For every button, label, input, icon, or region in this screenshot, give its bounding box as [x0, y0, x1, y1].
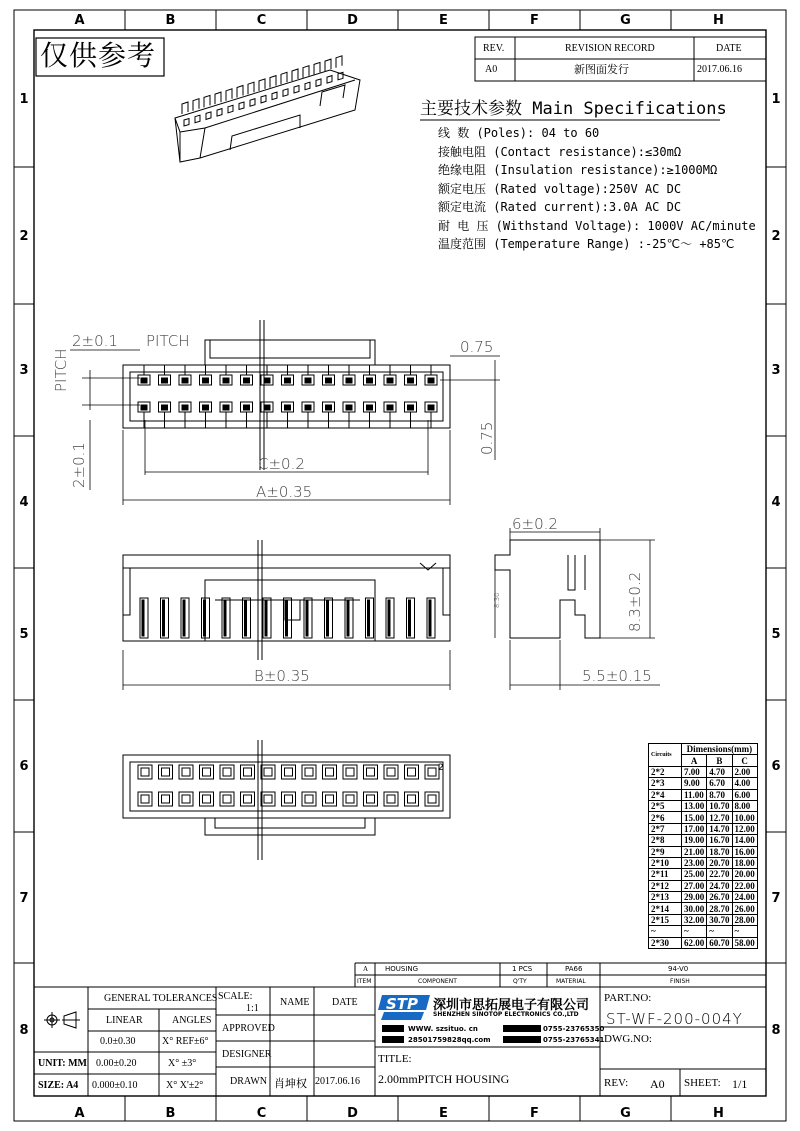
rev-value-tb: A0 — [650, 1077, 665, 1091]
table-cell: 23.00 — [682, 857, 707, 868]
spec-line: 额定电流 (Rated current):3.0A AC DC — [438, 200, 682, 214]
table-cell: 25.00 — [682, 869, 707, 880]
general-tolerances: GENERAL TOLERANCES — [104, 993, 218, 1004]
grid-col-d-top: D — [347, 13, 358, 28]
table-cell: 22.70 — [707, 869, 732, 880]
table-cell: 10.70 — [707, 800, 732, 811]
table-cell: 2*5 — [649, 800, 682, 811]
table-cell: 27.00 — [682, 880, 707, 891]
table-cell: 2*12 — [649, 880, 682, 891]
table-cell: 2*3 — [649, 778, 682, 789]
grid-row-8-right: 8 — [771, 1022, 781, 1038]
table-cell: 22.00 — [732, 880, 757, 891]
tol-angle-2: X° ±3° — [168, 1058, 197, 1069]
table-cell: 30.70 — [707, 914, 732, 925]
grid-row-2-right: 2 — [771, 228, 781, 244]
bom-h-component: COMPONENT — [418, 978, 457, 985]
spec-title: 主要技术参数 Main Specifications — [420, 99, 727, 119]
table-row — [649, 835, 758, 846]
table-cell: 2*9 — [649, 846, 682, 857]
rev-header: REV. — [483, 43, 505, 54]
grid-col-g-top: G — [620, 13, 631, 28]
table-cell: 12.70 — [707, 812, 732, 823]
table-cell: 30.00 — [682, 903, 707, 914]
dim-col-header: B — [707, 755, 732, 766]
tel-label-block — [503, 1025, 541, 1032]
table-cell: 4.70 — [707, 766, 732, 777]
table-cell: 18.00 — [732, 857, 757, 868]
table-row — [649, 926, 758, 937]
record-header: REVISION RECORD — [565, 43, 655, 54]
table-cell: 16.00 — [732, 846, 757, 857]
table-cell: 24.00 — [732, 892, 757, 903]
table-cell: 2*2 — [649, 766, 682, 777]
table-cell: 2*6 — [649, 812, 682, 823]
company-fax: 0755-23765341 — [543, 1036, 605, 1044]
circuits-header: Circuits — [649, 744, 682, 767]
mail-label-block — [382, 1036, 404, 1043]
spec-line: 温度范围 (Temperature Range) :-25℃～ +85℃ — [438, 237, 735, 251]
grid-col-e-bottom: E — [439, 1106, 448, 1121]
company-name-en: SHENZHEN SINOTOP ELECTRONICS CO.,LTD — [433, 1011, 579, 1018]
dim-2-pitch: 2±0.1 — [72, 332, 118, 350]
table-cell: 12.00 — [732, 823, 757, 834]
date-value: 2017.06.16 — [697, 64, 742, 75]
grid-row-6-right: 6 — [771, 759, 781, 774]
grid-col-a-top: A — [74, 13, 85, 28]
web-label-block — [382, 1025, 404, 1032]
iso-view — [175, 56, 360, 162]
dim-col-header: C — [732, 755, 757, 766]
tol-linear-2: 0.00±0.20 — [96, 1058, 137, 1069]
table-row — [649, 778, 758, 789]
svg-text:STP: STP — [386, 995, 419, 1013]
record-value: 新图面发行 — [574, 63, 629, 76]
rev-label: REV: — [604, 1077, 629, 1089]
table-cell: 6.70 — [707, 778, 732, 789]
table-cell: 2*8 — [649, 835, 682, 846]
table-cell: 19.00 — [682, 835, 707, 846]
table-cell: 8.70 — [707, 789, 732, 800]
table-cell: 26.00 — [732, 903, 757, 914]
spec-line: 接触电阻 (Contact resistance):≤30mΩ — [438, 144, 682, 159]
sheet-label: SHEET: — [684, 1077, 721, 1089]
table-cell: 14.00 — [732, 835, 757, 846]
dim-075-b: 0.75 — [478, 421, 496, 455]
grid-col-g-bottom: G — [620, 1106, 631, 1121]
dim-col-header: A — [682, 755, 707, 766]
table-cell: 20.00 — [732, 869, 757, 880]
scale-value: 1:1 — [246, 1003, 259, 1014]
bom-h-finish: FINISH — [670, 978, 690, 985]
table-cell: 6.00 — [732, 789, 757, 800]
grid-row-1-right: 1 — [771, 91, 781, 107]
table-row — [649, 812, 758, 823]
company-mail: 28501759828qq.com — [408, 1036, 491, 1044]
dim-c: C±0.2 — [258, 455, 305, 473]
table-row — [649, 846, 758, 857]
bom-h-item: ITEM — [357, 978, 372, 985]
designer-label: DESIGNER — [222, 1049, 272, 1060]
dim-small: 8.30 — [493, 592, 501, 608]
table-cell: 32.00 — [682, 914, 707, 925]
company-logo — [378, 995, 430, 1020]
grid-row-6-left: 6 — [19, 759, 29, 774]
table-row — [649, 800, 758, 811]
approved-label: APPROVED — [222, 1023, 275, 1034]
table-row — [649, 892, 758, 903]
grid-col-d-bottom: D — [347, 1106, 358, 1121]
table-cell: 29.00 — [682, 892, 707, 903]
part-no-value: ST-WF-200-004Y — [606, 1010, 743, 1028]
table-cell: 8.00 — [732, 800, 757, 811]
table-cell: 62.00 — [682, 937, 707, 948]
tol-linear-1: 0.0±0.30 — [100, 1036, 136, 1047]
date-header: DATE — [716, 43, 742, 54]
table-row — [649, 823, 758, 834]
table-row — [649, 766, 758, 777]
fax-label-block — [503, 1036, 541, 1043]
grid-col-e-top: E — [439, 13, 448, 28]
drawn-label: DRAWN — [230, 1076, 267, 1087]
table-row — [649, 789, 758, 800]
bom-finish: 94-V0 — [668, 965, 689, 973]
grid-row-4-right: 4 — [771, 495, 781, 510]
table-cell: 7.00 — [682, 766, 707, 777]
company-tel: 0755-23765350 — [543, 1025, 605, 1033]
grid-row-3-right: 3 — [771, 363, 781, 378]
company-web: WWW. szsituo. cn — [408, 1025, 478, 1033]
grid-col-b-bottom: B — [165, 1106, 176, 1121]
grid-row-3-left: 3 — [19, 363, 29, 378]
table-cell: 2*14 — [649, 903, 682, 914]
dwg-no-label: DWG.NO: — [604, 1033, 652, 1045]
angles-label: ANGLES — [172, 1015, 212, 1026]
size-label: SIZE: A4 — [38, 1080, 79, 1091]
grid-col-b-top: B — [165, 13, 176, 28]
reference-stamp: 仅供参考 — [40, 39, 157, 72]
grid-col-f-bottom: F — [530, 1106, 539, 1121]
grid-col-f-top: F — [530, 13, 539, 28]
bom-qty: 1 PCS — [512, 965, 533, 973]
grid-row-8-left: 8 — [19, 1022, 29, 1038]
part-no-label: PART.NO: — [604, 992, 652, 1004]
sheet-value: 1/1 — [732, 1077, 748, 1091]
table-cell: 58.00 — [732, 937, 757, 948]
grid-col-h-top: H — [713, 13, 724, 28]
table-cell: 2*11 — [649, 869, 682, 880]
table-row — [649, 903, 758, 914]
bom-h-qty: Q'TY — [513, 978, 527, 985]
name-header: NAME — [280, 997, 310, 1008]
table-cell: ~ — [649, 926, 682, 937]
bom-item: A — [363, 965, 369, 973]
grid-row-7-right: 7 — [771, 890, 781, 906]
spec-line: 额定电压 (Rated voltage):250V AC DC — [438, 181, 682, 196]
dim-pitch-side: PITCH — [52, 348, 70, 392]
grid-row-4-left: 4 — [19, 495, 29, 510]
table-row — [649, 857, 758, 868]
table-cell: 2.00 — [732, 766, 757, 777]
table-row — [649, 937, 758, 948]
table-row — [649, 914, 758, 925]
tol-angle-1: X° REF±6° — [162, 1036, 209, 1047]
rev-value: A0 — [485, 64, 498, 75]
table-cell: 60.70 — [707, 937, 732, 948]
table-cell: 11.00 — [682, 789, 707, 800]
table-cell: 24.70 — [707, 880, 732, 891]
table-cell: 2*7 — [649, 823, 682, 834]
unit-label: UNIT: MM — [38, 1058, 87, 1069]
grid-col-c-bottom: C — [256, 1106, 267, 1121]
table-cell: 9.00 — [682, 778, 707, 789]
grid-row-5-right: 5 — [771, 627, 781, 642]
grid-row-2-left: 2 — [19, 228, 29, 244]
table-cell: 2*13 — [649, 892, 682, 903]
title-label: TITLE: — [378, 1053, 412, 1065]
dim-six: 6±0.2 — [512, 515, 558, 533]
dim-075-a: 0.75 — [460, 338, 494, 356]
grid-col-c-top: C — [256, 13, 267, 28]
table-cell: 18.70 — [707, 846, 732, 857]
table-cell: 4.00 — [732, 778, 757, 789]
scale-label: SCALE: — [218, 991, 253, 1002]
spec-line: 线 数 (Poles): 04 to 60 — [438, 126, 600, 140]
table-cell: 15.00 — [682, 812, 707, 823]
grid-col-a-bottom: A — [74, 1106, 85, 1121]
bom-material: PA66 — [565, 965, 583, 973]
table-row — [649, 880, 758, 891]
table-cell: 16.70 — [707, 835, 732, 846]
drawing-title: 2.00mmPITCH HOUSING — [378, 1072, 510, 1086]
table-cell: 17.00 — [682, 823, 707, 834]
drawn-date: 2017.06.16 — [315, 1076, 360, 1087]
dimensions-header: Dimensions(mm) — [682, 744, 758, 755]
bom-h-material: MATERIAL — [556, 978, 586, 985]
bom-desc: HOUSING — [385, 965, 419, 973]
date-col-header: DATE — [332, 997, 358, 1008]
dim-five: 5.5±0.15 — [582, 667, 652, 685]
table-cell: 2*30 — [649, 937, 682, 948]
table-cell: 2*10 — [649, 857, 682, 868]
dim-a: A±0.35 — [256, 483, 313, 501]
grid-row-7-left: 7 — [19, 890, 29, 906]
dimension-table — [648, 743, 758, 949]
table-cell: ~ — [732, 926, 757, 937]
tol-linear-3: 0.000±0.10 — [92, 1080, 138, 1091]
grid-row-1-left: 1 — [19, 91, 29, 107]
pin-one-mark: 2 — [438, 763, 444, 773]
table-cell: 28.70 — [707, 903, 732, 914]
spec-line: 绝缘电阻 (Insulation resistance):≥1000MΩ — [438, 163, 718, 177]
table-cell: 2*4 — [649, 789, 682, 800]
table-cell: 28.00 — [732, 914, 757, 925]
table-cell: 21.00 — [682, 846, 707, 857]
table-cell: 2*15 — [649, 914, 682, 925]
tol-angle-3: X° X'±2° — [166, 1080, 204, 1091]
spec-line: 耐 电 压 (Withstand Voltage): 1000V AC/minute — [438, 218, 756, 233]
table-cell: 10.00 — [732, 812, 757, 823]
table-cell: 14.70 — [707, 823, 732, 834]
bottom-view — [123, 740, 450, 860]
top-view — [70, 320, 500, 505]
grid-row-5-left: 5 — [19, 627, 29, 642]
table-cell: 13.00 — [682, 800, 707, 811]
grid-col-h-bottom: H — [713, 1106, 724, 1121]
dim-pitch-top: PITCH — [146, 332, 190, 350]
dim-2-side: 2±0.1 — [70, 442, 88, 488]
company-name-cn: 深圳市思拓展电子有限公司 — [433, 998, 590, 1013]
table-cell: 20.70 — [707, 857, 732, 868]
table-cell: 26.70 — [707, 892, 732, 903]
table-cell: ~ — [682, 926, 707, 937]
linear-label: LINEAR — [106, 1015, 143, 1026]
dim-eight: 8.3±0.2 — [626, 571, 644, 632]
dim-b: B±0.35 — [254, 667, 310, 685]
drawn-name: 肖坤权 — [274, 1077, 307, 1090]
table-row — [649, 869, 758, 880]
table-cell: ~ — [707, 926, 732, 937]
